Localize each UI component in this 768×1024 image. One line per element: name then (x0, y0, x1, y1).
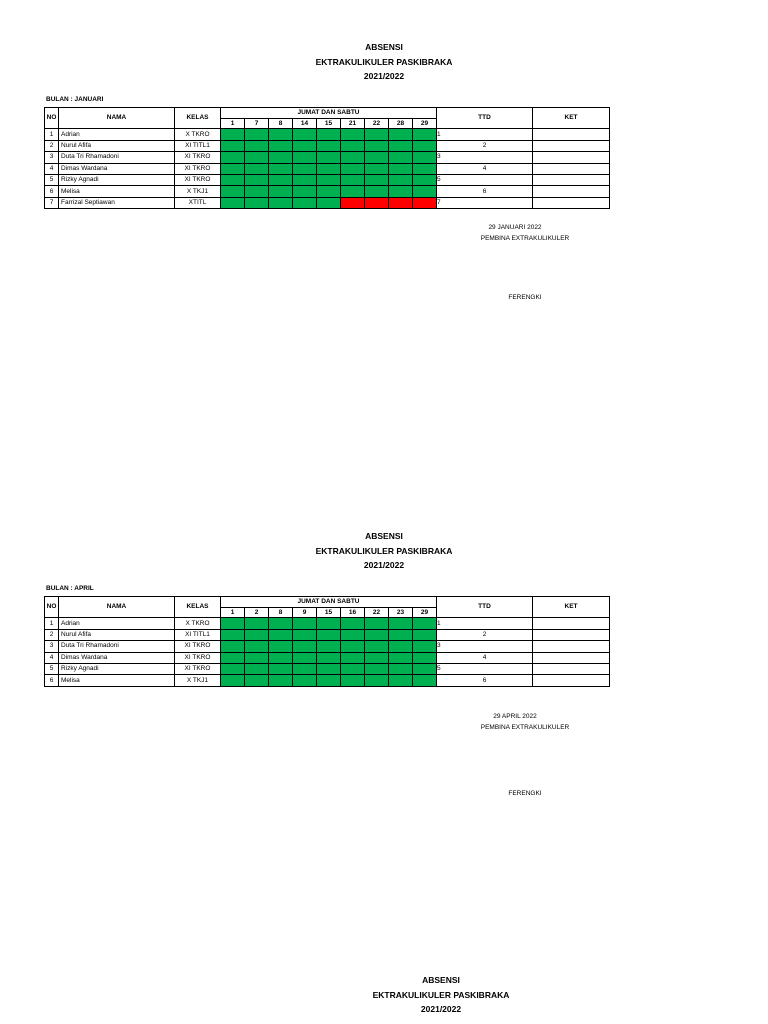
attendance-present-cell (389, 618, 413, 629)
attendance-present-cell (413, 129, 437, 140)
sheet1-title: ABSENSI (365, 42, 403, 52)
attendance-present-cell (221, 152, 245, 163)
table-row (45, 641, 610, 652)
student-class: XI TKRO (175, 174, 221, 185)
student-name: Melisa (59, 675, 175, 686)
attendance-present-cell (365, 152, 389, 163)
attendance-present-cell (389, 652, 413, 663)
day-header: 28 (389, 119, 413, 129)
attendance-present-cell (317, 174, 341, 185)
student-class: X TKRO (175, 129, 221, 140)
day-header: 8 (269, 119, 293, 129)
keterangan-cell (533, 140, 610, 151)
attendance-present-cell (269, 174, 293, 185)
signature-cell: 6 (437, 186, 533, 197)
attendance-present-cell (221, 197, 245, 208)
row-number: 3 (45, 641, 59, 652)
student-class: X TKJ1 (175, 186, 221, 197)
attendance-present-cell (269, 629, 293, 640)
attendance-present-cell (317, 129, 341, 140)
table-row (45, 618, 610, 629)
signature-cell: 6 (437, 675, 533, 686)
student-name: Melisa (59, 186, 175, 197)
sheet1-pembina: PEMBINA EXTRAKULIKULER (480, 235, 570, 242)
attendance-present-cell (269, 618, 293, 629)
row-number: 2 (45, 629, 59, 640)
attendance-present-cell (341, 186, 365, 197)
attendance-present-cell (413, 186, 437, 197)
attendance-present-cell (269, 197, 293, 208)
sheet1-year: 2021/2022 (363, 71, 405, 81)
attendance-present-cell (221, 163, 245, 174)
attendance-present-cell (293, 663, 317, 674)
table-row (45, 629, 610, 640)
attendance-present-cell (389, 629, 413, 640)
attendance-present-cell (341, 618, 365, 629)
day-header: 9 (293, 608, 317, 618)
row-number: 1 (45, 618, 59, 629)
day-header: 8 (269, 608, 293, 618)
attendance-present-cell (341, 140, 365, 151)
keterangan-cell (533, 618, 610, 629)
attendance-present-cell (389, 174, 413, 185)
student-class: X TKJ1 (175, 675, 221, 686)
student-class: XI TKRO (175, 163, 221, 174)
attendance-present-cell (365, 663, 389, 674)
attendance-present-cell (389, 152, 413, 163)
table-row (45, 663, 610, 674)
day-header: 16 (341, 608, 365, 618)
table-row (45, 174, 610, 185)
sheet2-signer: FERENGKI (508, 790, 542, 797)
signature-cell: 2 (437, 140, 533, 151)
sheet3-subtitle: EKTRAKULIKULER PASKIBRAKA (372, 989, 510, 1000)
attendance-present-cell (269, 663, 293, 674)
row-number: 2 (45, 140, 59, 151)
column-header-ket: KET (533, 597, 610, 618)
attendance-present-cell (341, 152, 365, 163)
attendance-present-cell (221, 641, 245, 652)
signature-cell: 4 (437, 163, 533, 174)
row-number: 1 (45, 129, 59, 140)
column-header-ttd: TTD (437, 597, 533, 618)
signature-cell: 4 (437, 652, 533, 663)
attendance-present-cell (245, 186, 269, 197)
sheet1-subtitle: EKTRAKULIKULER PASKIBRAKA (315, 56, 453, 67)
attendance-present-cell (317, 152, 341, 163)
attendance-present-cell (317, 140, 341, 151)
student-class: XI TITL1 (175, 140, 221, 151)
signature-cell: 5 (437, 174, 533, 185)
student-class: XI TKRO (175, 641, 221, 652)
attendance-present-cell (365, 641, 389, 652)
attendance-present-cell (413, 152, 437, 163)
attendance-present-cell (341, 641, 365, 652)
column-header-no: NO (45, 108, 59, 129)
sheet2-heading (0, 529, 768, 573)
sheet3-title: ABSENSI (422, 975, 460, 985)
student-class: XI TITL1 (175, 629, 221, 640)
attendance-present-cell (365, 629, 389, 640)
attendance-present-cell (293, 140, 317, 151)
day-header: 14 (293, 119, 317, 129)
attendance-present-cell (221, 174, 245, 185)
attendance-present-cell (413, 663, 437, 674)
attendance-present-cell (365, 618, 389, 629)
day-header: 1 (221, 608, 245, 618)
attendance-present-cell (245, 129, 269, 140)
table-row (45, 129, 610, 140)
attendance-present-cell (365, 129, 389, 140)
keterangan-cell (533, 629, 610, 640)
day-header: 29 (413, 608, 437, 618)
attendance-present-cell (269, 163, 293, 174)
column-header-days: JUMAT DAN SABTU (221, 108, 437, 119)
student-class: XI TKRO (175, 652, 221, 663)
sheet1-attendance-table (44, 107, 610, 209)
attendance-present-cell (245, 663, 269, 674)
attendance-present-cell (293, 174, 317, 185)
attendance-present-cell (389, 163, 413, 174)
attendance-present-cell (365, 675, 389, 686)
attendance-present-cell (389, 186, 413, 197)
attendance-present-cell (413, 652, 437, 663)
table-row (45, 186, 610, 197)
keterangan-cell (533, 186, 610, 197)
attendance-present-cell (221, 618, 245, 629)
student-class: XTITL (175, 197, 221, 208)
sheet2-subtitle: EKTRAKULIKULER PASKIBRAKA (315, 545, 453, 556)
attendance-present-cell (269, 186, 293, 197)
attendance-present-cell (293, 652, 317, 663)
attendance-present-cell (221, 663, 245, 674)
attendance-absent-cell (389, 197, 413, 208)
attendance-present-cell (317, 675, 341, 686)
attendance-present-cell (341, 129, 365, 140)
column-header-nama: NAMA (59, 108, 175, 129)
day-header: 22 (365, 608, 389, 618)
attendance-present-cell (389, 641, 413, 652)
attendance-present-cell (245, 618, 269, 629)
attendance-present-cell (269, 129, 293, 140)
student-name: Adrian (59, 618, 175, 629)
attendance-present-cell (413, 140, 437, 151)
student-name: Rizky Agnadi (59, 174, 175, 185)
attendance-present-cell (221, 629, 245, 640)
column-header-kelas: KELAS (175, 597, 221, 618)
signature-cell: 3 (437, 152, 533, 163)
attendance-present-cell (317, 663, 341, 674)
student-name: Dimas Wardana (59, 163, 175, 174)
attendance-absent-cell (365, 197, 389, 208)
signature-cell: 7 (437, 197, 533, 208)
day-header: 2 (245, 608, 269, 618)
column-header-kelas: KELAS (175, 108, 221, 129)
attendance-present-cell (389, 663, 413, 674)
table-row (45, 163, 610, 174)
row-number: 7 (45, 197, 59, 208)
attendance-present-cell (221, 675, 245, 686)
attendance-present-cell (389, 140, 413, 151)
day-header: 15 (317, 608, 341, 618)
attendance-present-cell (245, 163, 269, 174)
attendance-present-cell (293, 618, 317, 629)
student-name: Nurul Afifa (59, 629, 175, 640)
table-row (45, 152, 610, 163)
sheet2-title: ABSENSI (365, 531, 403, 541)
sheet1-signer: FERENGKI (508, 294, 542, 301)
keterangan-cell (533, 129, 610, 140)
row-number: 6 (45, 675, 59, 686)
attendance-present-cell (365, 174, 389, 185)
sheet2-month-label: BULAN : APRIL (46, 585, 94, 592)
attendance-present-cell (413, 629, 437, 640)
attendance-present-cell (317, 197, 341, 208)
attendance-present-cell (269, 152, 293, 163)
attendance-absent-cell (413, 197, 437, 208)
day-header: 23 (389, 608, 413, 618)
attendance-present-cell (413, 675, 437, 686)
row-number: 5 (45, 663, 59, 674)
day-header: 7 (245, 119, 269, 129)
column-header-ttd: TTD (437, 108, 533, 129)
attendance-present-cell (341, 663, 365, 674)
attendance-present-cell (413, 641, 437, 652)
row-number: 4 (45, 163, 59, 174)
table-row (45, 197, 610, 208)
attendance-present-cell (221, 186, 245, 197)
row-number: 3 (45, 152, 59, 163)
signature-cell: 2 (437, 629, 533, 640)
student-name: Dimas Wardana (59, 652, 175, 663)
attendance-present-cell (365, 140, 389, 151)
row-number: 6 (45, 186, 59, 197)
attendance-present-cell (317, 186, 341, 197)
attendance-present-cell (245, 152, 269, 163)
keterangan-cell (533, 197, 610, 208)
attendance-present-cell (221, 129, 245, 140)
attendance-present-cell (389, 675, 413, 686)
sheet2-date: 29 APRIL 2022 (493, 713, 537, 720)
sheet3-year: 2021/2022 (420, 1004, 462, 1014)
attendance-present-cell (293, 197, 317, 208)
attendance-present-cell (317, 629, 341, 640)
table-row (45, 140, 610, 151)
sheet1-month-label: BULAN : JANUARI (46, 96, 104, 103)
sheet1-heading (0, 40, 768, 84)
attendance-present-cell (341, 163, 365, 174)
student-class: XI TKRO (175, 663, 221, 674)
attendance-present-cell (317, 641, 341, 652)
column-header-nama: NAMA (59, 597, 175, 618)
keterangan-cell (533, 163, 610, 174)
attendance-present-cell (245, 629, 269, 640)
attendance-absent-cell (341, 197, 365, 208)
keterangan-cell (533, 152, 610, 163)
day-header: 21 (341, 119, 365, 129)
attendance-present-cell (245, 140, 269, 151)
attendance-present-cell (341, 174, 365, 185)
attendance-present-cell (413, 174, 437, 185)
attendance-present-cell (317, 163, 341, 174)
sheet1-date: 29 JANUARI 2022 (488, 224, 542, 231)
row-number: 5 (45, 174, 59, 185)
attendance-present-cell (221, 652, 245, 663)
student-name: Farrizal Septiawan (59, 197, 175, 208)
sheet2-pembina: PEMBINA EXTRAKULIKULER (480, 724, 570, 731)
attendance-present-cell (317, 618, 341, 629)
student-name: Nurul Afifa (59, 140, 175, 151)
column-header-days: JUMAT DAN SABTU (221, 597, 437, 608)
row-number: 4 (45, 652, 59, 663)
attendance-present-cell (245, 652, 269, 663)
attendance-present-cell (293, 675, 317, 686)
attendance-present-cell (269, 140, 293, 151)
day-header: 1 (221, 119, 245, 129)
attendance-present-cell (221, 140, 245, 151)
attendance-present-cell (365, 163, 389, 174)
keterangan-cell (533, 174, 610, 185)
attendance-present-cell (269, 652, 293, 663)
column-header-no: NO (45, 597, 59, 618)
attendance-present-cell (317, 652, 341, 663)
attendance-present-cell (293, 152, 317, 163)
table-row (45, 675, 610, 686)
attendance-present-cell (245, 641, 269, 652)
attendance-present-cell (245, 675, 269, 686)
student-name: Duta Tri Rhamadoni (59, 641, 175, 652)
day-header: 29 (413, 119, 437, 129)
sheet3-heading (57, 973, 768, 1017)
attendance-present-cell (341, 652, 365, 663)
attendance-present-cell (413, 618, 437, 629)
signature-cell: 5 (437, 663, 533, 674)
attendance-present-cell (365, 652, 389, 663)
attendance-present-cell (389, 129, 413, 140)
attendance-present-cell (365, 186, 389, 197)
table-row (45, 652, 610, 663)
sheet2-year: 2021/2022 (363, 560, 405, 570)
student-class: X TKRO (175, 618, 221, 629)
attendance-present-cell (413, 163, 437, 174)
column-header-ket: KET (533, 108, 610, 129)
signature-cell: 1 (437, 618, 533, 629)
attendance-present-cell (293, 129, 317, 140)
attendance-present-cell (293, 186, 317, 197)
attendance-present-cell (293, 163, 317, 174)
keterangan-cell (533, 641, 610, 652)
attendance-present-cell (245, 197, 269, 208)
sheet2-attendance-table (44, 596, 610, 687)
student-name: Rizky Agnadi (59, 663, 175, 674)
day-header: 22 (365, 119, 389, 129)
signature-cell: 3 (437, 641, 533, 652)
attendance-present-cell (293, 641, 317, 652)
day-header: 15 (317, 119, 341, 129)
attendance-present-cell (269, 675, 293, 686)
student-name: Duta Tri Rhamadoni (59, 152, 175, 163)
attendance-present-cell (245, 174, 269, 185)
signature-cell: 1 (437, 129, 533, 140)
keterangan-cell (533, 663, 610, 674)
keterangan-cell (533, 652, 610, 663)
attendance-present-cell (341, 629, 365, 640)
keterangan-cell (533, 675, 610, 686)
student-class: XI TKRO (175, 152, 221, 163)
attendance-present-cell (269, 641, 293, 652)
student-name: Adrian (59, 129, 175, 140)
attendance-present-cell (293, 629, 317, 640)
attendance-present-cell (341, 675, 365, 686)
